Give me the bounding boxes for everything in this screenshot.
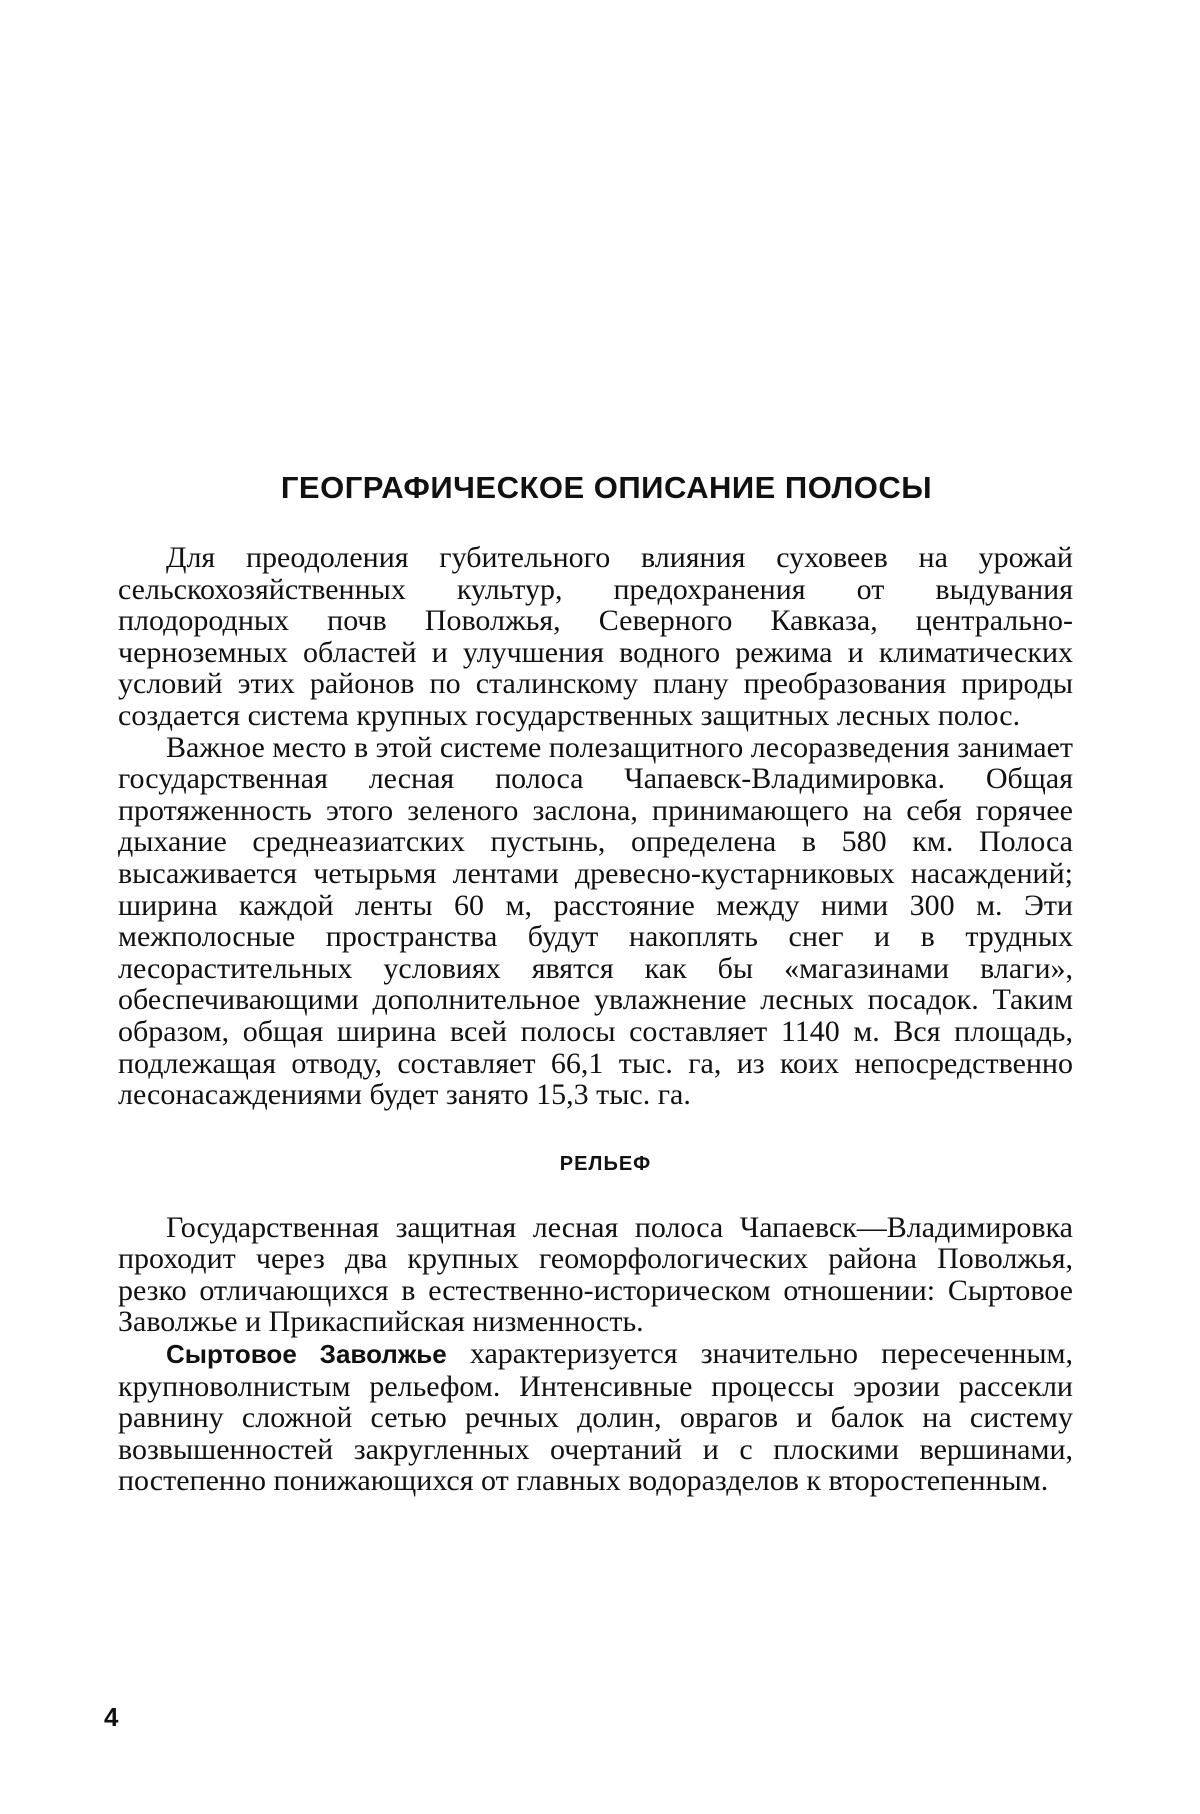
term-syrt-zavolzhye: Сыртовое Заволжье xyxy=(166,1339,447,1370)
paragraph-intro: Для преодоления губительного влияния суховеев на урожай сельскохозяйственных культур, предохранения от выдувания плодородных почв Поволжья, Северного Кавказа, центрально-черноземных областей и улучшения водного режима и климатических условий этих районов по сталинскому плану преобразования природы создается система крупных государственных защитных лесных полос. xyxy=(118,541,1073,732)
page-number: 4 xyxy=(104,1702,119,1732)
page-content xyxy=(118,470,1073,1497)
paragraph-relief-regions: Государственная защитная лесная полоса Чапаевск—Владимировка проходит через два крупных геоморфологических района Поволжья, резко отличающихся в естественно-историческом отношении: Сыртовое Заволжье и Прикаспийская низменность. xyxy=(118,1210,1073,1339)
section-title-relief: РЕЛЬЕФ xyxy=(559,1152,652,1175)
paragraph-strip-description: Важное место в этой системе полезащитного лесоразведения занимает государственная лесная полоса Чапаевск-Владимировка. Общая протяженность этого зеленого заслона, принимающего на себя горячее дыхание среднеазиатских пустынь, определена в 580 км. Полоса высаживается четырьмя лентами древесно-кустарниковых насаждений; ширина каждой ленты 60 м, расстояние между ними 300 м. Эти межполосные пространства будут накоплять снег и в трудных лесорастительных условиях явятся как бы «магазинами влаги», обеспечивающими дополнительное увлажнение лесных посадок. Таким образом, общая ширина всей полосы составляет 1140 м. Вся площадь, подлежащая отводу, составляет 66,1 тыс. га, из коих непосредственно лесонасаждениями будет занято 15,3 тыс. га. xyxy=(118,730,1073,1112)
section-title-geographic-description: ГЕОГРАФИЧЕСКОЕ ОПИСАНИЕ ПОЛОСЫ xyxy=(280,470,933,505)
paragraph-syrt-zavolzhye-text: характеризуется значительно пересеченным, крупноволнистым рельефом. Интенсивные процессы эрозии рассекли равнину сложной сетью речных долин, оврагов и балок на систему возвышенностей закругленных очертаний и с плоскими вершинами, постепенно понижающихся от главных водоразделов к второстепенным. xyxy=(118,1337,1073,1498)
paragraph-syrt-zavolzhye xyxy=(118,1338,1073,1497)
